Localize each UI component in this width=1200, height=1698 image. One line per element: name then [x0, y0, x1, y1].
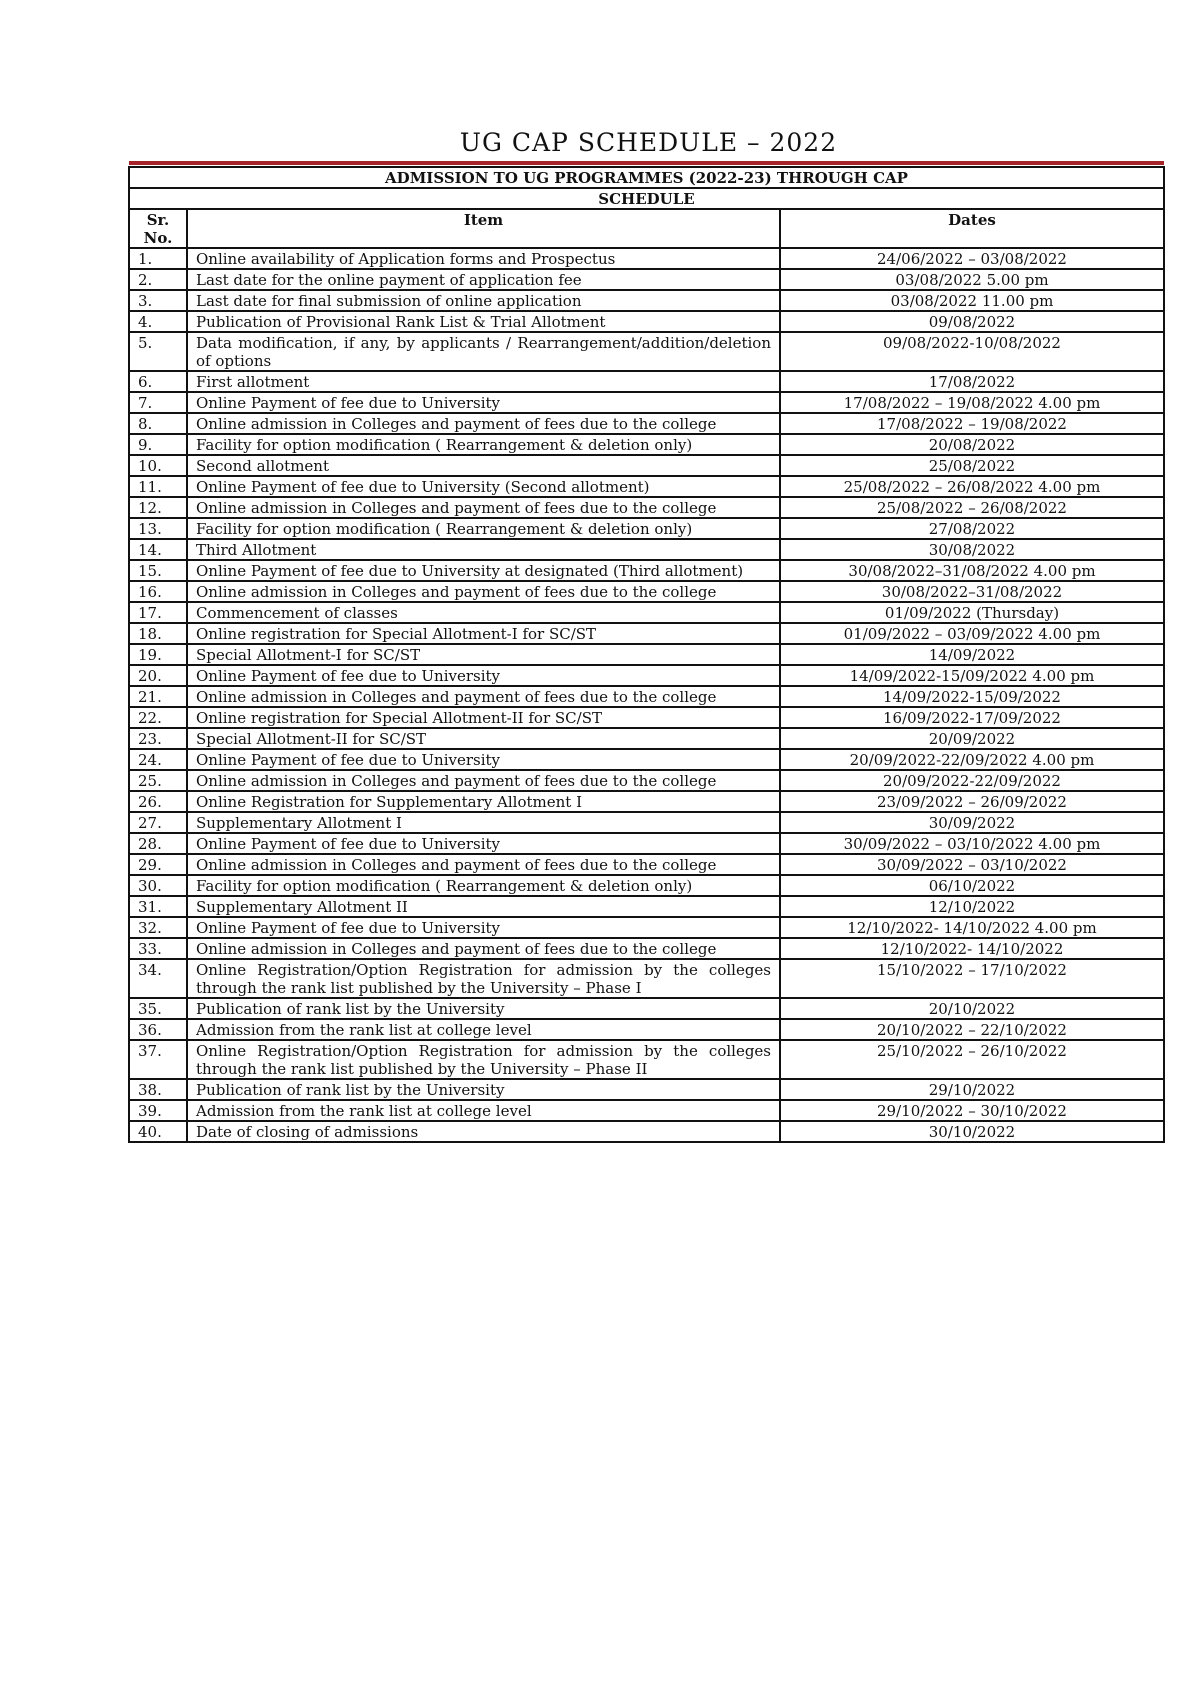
row-item: Admission from the rank list at college level: [187, 1100, 780, 1121]
row-sr-number: 6.: [129, 371, 187, 392]
row-dates: 14/09/2022-15/09/2022 4.00 pm: [780, 665, 1164, 686]
row-dates: 25/08/2022 – 26/08/2022 4.00 pm: [780, 476, 1164, 497]
row-dates: 30/09/2022: [780, 812, 1164, 833]
table-row: [129, 434, 1164, 455]
row-item: Online admission in Colleges and payment of fees due to the college: [187, 854, 780, 875]
row-item: Online Payment of fee due to University (Second allotment): [187, 476, 780, 497]
row-sr-number: 18.: [129, 623, 187, 644]
table-row: [129, 311, 1164, 332]
table-row: [129, 791, 1164, 812]
row-dates: 20/08/2022: [780, 434, 1164, 455]
row-item: Third Allotment: [187, 539, 780, 560]
row-dates: 12/10/2022- 14/10/2022: [780, 938, 1164, 959]
row-dates: 14/09/2022: [780, 644, 1164, 665]
row-sr-number: 17.: [129, 602, 187, 623]
row-item: Online Registration/Option Registration for admission by the colleges through the rank list published by the University – Phase I: [187, 959, 780, 998]
column-header-row: [129, 209, 1164, 248]
row-dates: 20/09/2022-22/09/2022: [780, 770, 1164, 791]
row-sr-number: 13.: [129, 518, 187, 539]
row-dates: 30/08/2022–31/08/2022 4.00 pm: [780, 560, 1164, 581]
table-row: [129, 332, 1164, 371]
table-row: [129, 1079, 1164, 1100]
row-item: Facility for option modification ( Rearrangement & deletion only): [187, 434, 780, 455]
table-row: [129, 917, 1164, 938]
row-item: Online Registration for Supplementary Allotment I: [187, 791, 780, 812]
row-item: Online Payment of fee due to University: [187, 833, 780, 854]
row-dates: 27/08/2022: [780, 518, 1164, 539]
column-header-dates: Dates: [780, 209, 1164, 248]
table-row: [129, 896, 1164, 917]
row-item: Facility for option modification ( Rearrangement & deletion only): [187, 875, 780, 896]
row-sr-number: 27.: [129, 812, 187, 833]
table-row: [129, 581, 1164, 602]
row-sr-number: 1.: [129, 248, 187, 269]
row-sr-number: 2.: [129, 269, 187, 290]
row-dates: 09/08/2022-10/08/2022: [780, 332, 1164, 371]
table-row: [129, 371, 1164, 392]
table-row: [129, 686, 1164, 707]
row-dates: 12/10/2022- 14/10/2022 4.00 pm: [780, 917, 1164, 938]
row-item: Supplementary Allotment II: [187, 896, 780, 917]
row-dates: 30/08/2022–31/08/2022: [780, 581, 1164, 602]
row-item: Online admission in Colleges and payment of fees due to the college: [187, 770, 780, 791]
row-item: Special Allotment-II for SC/ST: [187, 728, 780, 749]
column-header-item: Item: [187, 209, 780, 248]
row-sr-number: 11.: [129, 476, 187, 497]
row-item: Last date for final submission of online application: [187, 290, 780, 311]
row-item: Online registration for Special Allotment-I for SC/ST: [187, 623, 780, 644]
table-row: [129, 248, 1164, 269]
row-item: Admission from the rank list at college level: [187, 1019, 780, 1040]
row-item: Online Payment of fee due to University: [187, 749, 780, 770]
row-sr-number: 5.: [129, 332, 187, 371]
row-dates: 17/08/2022 – 19/08/2022 4.00 pm: [780, 392, 1164, 413]
table-row: [129, 749, 1164, 770]
row-item: Data modification, if any, by applicants / Rearrangement/addition/deletion of options: [187, 332, 780, 371]
row-sr-number: 33.: [129, 938, 187, 959]
row-sr-number: 31.: [129, 896, 187, 917]
table-row: [129, 1100, 1164, 1121]
table-row: [129, 959, 1164, 998]
row-item: Online Payment of fee due to University: [187, 392, 780, 413]
table-row: [129, 560, 1164, 581]
row-sr-number: 7.: [129, 392, 187, 413]
row-dates: 24/06/2022 – 03/08/2022: [780, 248, 1164, 269]
row-dates: 29/10/2022 – 30/10/2022: [780, 1100, 1164, 1121]
row-sr-number: 24.: [129, 749, 187, 770]
row-sr-number: 9.: [129, 434, 187, 455]
table-row: [129, 392, 1164, 413]
row-item: Last date for the online payment of application fee: [187, 269, 780, 290]
row-sr-number: 30.: [129, 875, 187, 896]
row-item: Online admission in Colleges and payment of fees due to the college: [187, 938, 780, 959]
row-dates: 30/10/2022: [780, 1121, 1164, 1142]
table-row: [129, 539, 1164, 560]
row-dates: 17/08/2022 – 19/08/2022: [780, 413, 1164, 434]
row-sr-number: 39.: [129, 1100, 187, 1121]
row-sr-number: 3.: [129, 290, 187, 311]
table-row: [129, 290, 1164, 311]
row-sr-number: 10.: [129, 455, 187, 476]
row-item: Publication of Provisional Rank List & Trial Allotment: [187, 311, 780, 332]
row-item: Date of closing of admissions: [187, 1121, 780, 1142]
table-row: [129, 497, 1164, 518]
row-sr-number: 38.: [129, 1079, 187, 1100]
table-row: [129, 707, 1164, 728]
row-sr-number: 32.: [129, 917, 187, 938]
column-header-sr: Sr. No.: [129, 209, 187, 248]
row-sr-number: 12.: [129, 497, 187, 518]
table-subheading-row: [129, 188, 1164, 209]
page-title: UG CAP SCHEDULE – 2022: [459, 128, 838, 157]
row-dates: 25/08/2022: [780, 455, 1164, 476]
row-dates: 01/09/2022 (Thursday): [780, 602, 1164, 623]
row-sr-number: 26.: [129, 791, 187, 812]
table-row: [129, 1121, 1164, 1142]
row-dates: 30/08/2022: [780, 539, 1164, 560]
row-item: Second allotment: [187, 455, 780, 476]
row-dates: 20/10/2022 – 22/10/2022: [780, 1019, 1164, 1040]
row-sr-number: 34.: [129, 959, 187, 998]
table-heading: ADMISSION TO UG PROGRAMMES (2022-23) THROUGH CAP: [129, 167, 1164, 188]
row-item: Online Payment of fee due to University: [187, 917, 780, 938]
row-sr-number: 16.: [129, 581, 187, 602]
row-item: Publication of rank list by the University: [187, 998, 780, 1019]
table-row: [129, 455, 1164, 476]
row-sr-number: 35.: [129, 998, 187, 1019]
table-row: [129, 812, 1164, 833]
row-sr-number: 37.: [129, 1040, 187, 1079]
table-row: [129, 1019, 1164, 1040]
row-dates: 20/09/2022-22/09/2022 4.00 pm: [780, 749, 1164, 770]
row-item: Online admission in Colleges and payment of fees due to the college: [187, 686, 780, 707]
row-sr-number: 29.: [129, 854, 187, 875]
row-item: Online admission in Colleges and payment of fees due to the college: [187, 581, 780, 602]
table-row: [129, 1040, 1164, 1079]
row-item: Online admission in Colleges and payment of fees due to the college: [187, 413, 780, 434]
row-dates: 03/08/2022 5.00 pm: [780, 269, 1164, 290]
schedule-table: [128, 166, 1165, 1143]
table-row: [129, 518, 1164, 539]
row-dates: 06/10/2022: [780, 875, 1164, 896]
row-item: Online registration for Special Allotment-II for SC/ST: [187, 707, 780, 728]
row-item: Commencement of classes: [187, 602, 780, 623]
row-item: Special Allotment-I for SC/ST: [187, 644, 780, 665]
row-item: Online Registration/Option Registration for admission by the colleges through the rank list published by the University – Phase II: [187, 1040, 780, 1079]
row-item: Online Payment of fee due to University: [187, 665, 780, 686]
row-item: Online availability of Application forms and Prospectus: [187, 248, 780, 269]
table-row: [129, 833, 1164, 854]
row-dates: 15/10/2022 – 17/10/2022: [780, 959, 1164, 998]
table-row: [129, 998, 1164, 1019]
row-dates: 20/10/2022: [780, 998, 1164, 1019]
row-sr-number: 4.: [129, 311, 187, 332]
row-item: Facility for option modification ( Rearrangement & deletion only): [187, 518, 780, 539]
row-sr-number: 8.: [129, 413, 187, 434]
row-dates: 12/10/2022: [780, 896, 1164, 917]
row-sr-number: 40.: [129, 1121, 187, 1142]
row-sr-number: 28.: [129, 833, 187, 854]
table-row: [129, 269, 1164, 290]
table-heading-row: [129, 167, 1164, 188]
table-row: [129, 413, 1164, 434]
table-row: [129, 938, 1164, 959]
row-dates: 14/09/2022-15/09/2022: [780, 686, 1164, 707]
row-item: Supplementary Allotment I: [187, 812, 780, 833]
table-row: [129, 623, 1164, 644]
row-item: Online admission in Colleges and payment of fees due to the college: [187, 497, 780, 518]
table-row: [129, 665, 1164, 686]
row-sr-number: 25.: [129, 770, 187, 791]
row-dates: 20/09/2022: [780, 728, 1164, 749]
title-underline: [129, 161, 1164, 165]
row-sr-number: 22.: [129, 707, 187, 728]
row-sr-number: 19.: [129, 644, 187, 665]
row-dates: 29/10/2022: [780, 1079, 1164, 1100]
row-dates: 17/08/2022: [780, 371, 1164, 392]
row-dates: 03/08/2022 11.00 pm: [780, 290, 1164, 311]
table-row: [129, 728, 1164, 749]
row-sr-number: 14.: [129, 539, 187, 560]
row-item: Online Payment of fee due to University at designated (Third allotment): [187, 560, 780, 581]
row-sr-number: 36.: [129, 1019, 187, 1040]
table-row: [129, 644, 1164, 665]
table-row: [129, 875, 1164, 896]
table-row: [129, 476, 1164, 497]
row-dates: 09/08/2022: [780, 311, 1164, 332]
row-item: Publication of rank list by the University: [187, 1079, 780, 1100]
table-row: [129, 854, 1164, 875]
row-dates: 30/09/2022 – 03/10/2022: [780, 854, 1164, 875]
table-row: [129, 602, 1164, 623]
row-sr-number: 21.: [129, 686, 187, 707]
row-dates: 16/09/2022-17/09/2022: [780, 707, 1164, 728]
row-dates: 23/09/2022 – 26/09/2022: [780, 791, 1164, 812]
row-sr-number: 20.: [129, 665, 187, 686]
row-dates: 01/09/2022 – 03/09/2022 4.00 pm: [780, 623, 1164, 644]
row-item: First allotment: [187, 371, 780, 392]
row-dates: 25/10/2022 – 26/10/2022: [780, 1040, 1164, 1079]
row-sr-number: 15.: [129, 560, 187, 581]
schedule-rows: [129, 248, 1164, 1142]
row-dates: 25/08/2022 – 26/08/2022: [780, 497, 1164, 518]
row-dates: 30/09/2022 – 03/10/2022 4.00 pm: [780, 833, 1164, 854]
table-subheading: SCHEDULE: [129, 188, 1164, 209]
table-row: [129, 770, 1164, 791]
row-sr-number: 23.: [129, 728, 187, 749]
